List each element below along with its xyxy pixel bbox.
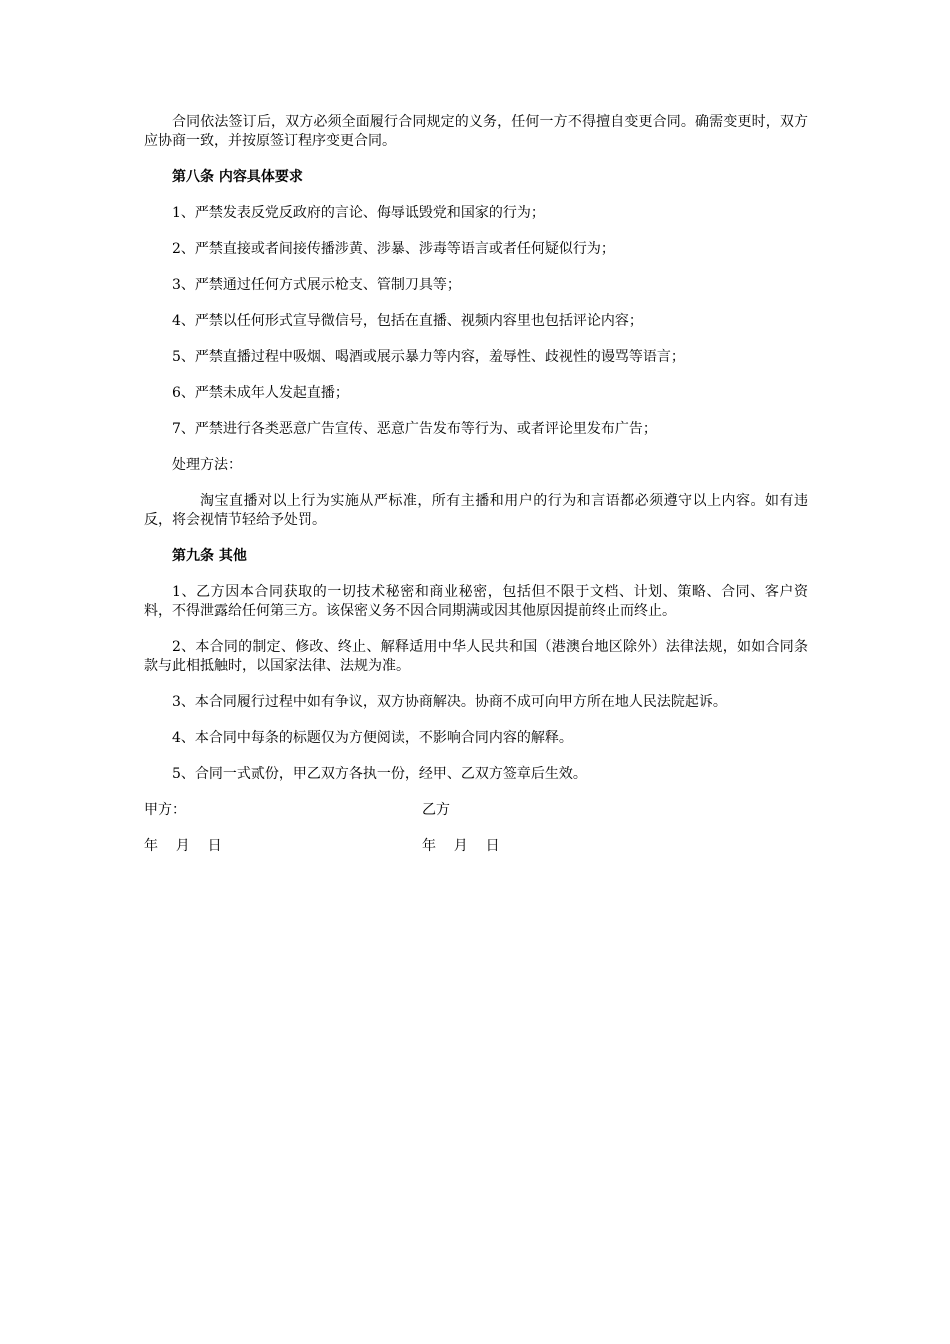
signature-party-row [144,801,808,820]
article-8-item-5: 5、严禁直播过程中吸烟、喝酒或展示暴力等内容，羞辱性、歧视性的谩骂等语言； [172,349,685,365]
article-9-item-1: 1、乙方因本合同获取的一切技术秘密和商业秘密，包括但不限于文档、计划、策略、合同、客户资料，不得泄露给任何第三方。该保密义务不因合同期满或因其他原因提前终止而终止。 [144,584,808,619]
document-body [144,113,808,873]
article-8-item-1: 1、严禁发表反党反政府的言论、侮辱诋毁党和国家的行为； [172,205,545,221]
party-a-label: 甲方： [144,802,186,818]
article-8-item-4: 4、严禁以任何形式宣导微信号，包括在直播、视频内容里也包括评论内容； [172,313,643,329]
signature-date-row [144,837,808,856]
party-b-date: 年 月 日 [422,838,500,854]
party-a-date: 年 月 日 [144,838,222,854]
intro-paragraph: 合同依法签订后，双方必须全面履行合同规定的义务，任何一方不得擅自变更合同。确需变更时，双方应协商一致，并按原签订程序变更合同。 [144,114,808,149]
handling-method-text: 淘宝直播对以上行为实施从严标准，所有主播和用户的行为和言语都必须遵守以上内容。如有违反，将会视情节轻给予处罚。 [144,493,808,528]
article-8-item-3: 3、严禁通过任何方式展示枪支、管制刀具等； [172,277,461,293]
article-9-item-2: 2、本合同的制定、修改、终止、解释适用中华人民共和国（港澳台地区除外）法律法规，如如合同条款与此相抵触时，以国家法律、法规为准。 [144,639,808,674]
handling-method-label: 处理方法： [172,457,242,473]
article-8-item-6: 6、严禁未成年人发起直播； [172,385,349,401]
article-9-item-5: 5、合同一式贰份，甲乙双方各执一份，经甲、乙双方签章后生效。 [172,766,587,782]
article-9-heading: 第九条 其他 [172,548,247,564]
article-8-item-2: 2、严禁直接或者间接传播涉黄、涉暴、涉毒等语言或者任何疑似行为； [172,241,615,257]
article-8-item-7: 7、严禁进行各类恶意广告宣传、恶意广告发布等行为、或者评论里发布广告； [172,421,657,437]
article-9-item-4: 4、本合同中每条的标题仅为方便阅读，不影响合同内容的解释。 [172,730,573,746]
party-b-label: 乙方 [422,802,450,818]
article-9-item-3: 3、本合同履行过程中如有争议，双方协商解决。协商不成可向甲方所在地人民法院起诉。 [172,694,727,710]
article-8-heading: 第八条 内容具体要求 [172,169,303,185]
